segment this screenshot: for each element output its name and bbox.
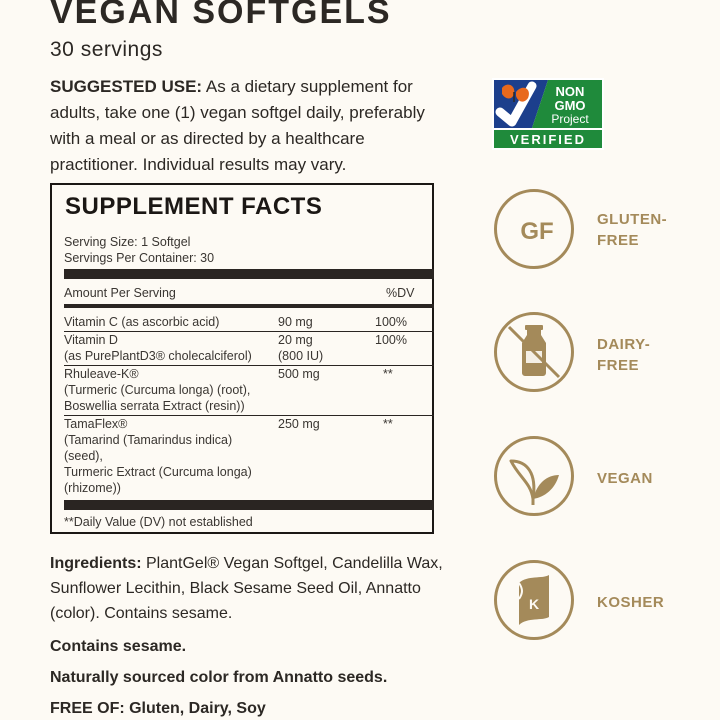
- supplement-facts-panel: [50, 183, 434, 534]
- servings-per-container: Servings Per Container: 30: [64, 251, 215, 265]
- gluten-free-label-line1: GLUTEN-: [597, 211, 668, 228]
- nutrient-name-detail: Turmeric Extract (Curcuma longa): [64, 465, 252, 479]
- annatto-color-note: Naturally sourced color from Annatto seeds.: [50, 669, 388, 686]
- nutrient-amount: 20 mg: [278, 333, 313, 347]
- vegan-badge: [494, 436, 574, 516]
- nutrient-name: Rhuleave-K®: [64, 367, 139, 381]
- facts-footnote: **Daily Value (DV) not established: [64, 515, 253, 529]
- dairy-free-label-line1: DAIRY-: [597, 336, 651, 353]
- kosher-label: KOSHER: [597, 594, 665, 611]
- nutrient-name-detail: (seed),: [64, 449, 103, 463]
- dairy-free-badge: [494, 312, 574, 392]
- nutrient-dv: **: [383, 417, 393, 431]
- nutrient-name: Vitamin C (as ascorbic acid): [64, 315, 220, 329]
- ingredients-label: Ingredients:: [50, 555, 142, 572]
- nutrient-amount: 250 mg: [278, 417, 320, 431]
- supplement-facts-title: SUPPLEMENT FACTS: [65, 193, 323, 220]
- page-title: VEGAN SOFTGELS: [50, 0, 392, 31]
- serving-size: Serving Size: 1 Softgel: [64, 235, 191, 249]
- kosher-k-mark: K: [528, 596, 540, 612]
- nutrient-name-detail: Boswellia serrata Extract (resin)): [64, 399, 245, 413]
- leaf-icon: [497, 439, 571, 513]
- amount-per-serving-header: Amount Per Serving: [64, 286, 176, 300]
- suggested-use-text: As a dietary supplement for adults, take one (1) vegan softgel daily, preferably with a meal or as directed by a healthcare practitioner. Individual results may vary.: [50, 77, 425, 174]
- gluten-free-label-line2: FREE: [597, 232, 640, 249]
- contains-sesame-note: Contains sesame.: [50, 638, 187, 655]
- non-gmo-line3: Project: [551, 112, 589, 126]
- nutrient-name-detail: (as PurePlantD3® cholecalciferol): [64, 349, 252, 363]
- nutrient-name-detail: (rhizome)): [64, 481, 121, 495]
- non-gmo-line1: NON: [555, 84, 585, 99]
- non-gmo-verified-text: VERIFIED: [510, 132, 586, 147]
- kosher-badge: [494, 560, 574, 640]
- gluten-free-badge: [494, 189, 574, 269]
- nutrient-dv: 100%: [375, 315, 407, 329]
- nutrient-name: TamaFlex®: [64, 417, 128, 431]
- nutrient-name-detail: (Tamarind (Tamarindus indica): [64, 433, 233, 447]
- nutrient-amount-detail: (800 IU): [278, 349, 324, 363]
- suggested-use: [50, 74, 450, 178]
- nutrient-amount: 90 mg: [278, 315, 313, 329]
- servings-count: 30 servings: [50, 38, 163, 61]
- kosher-scroll-icon: [497, 563, 571, 637]
- facts-divider-thick-bottom: [64, 500, 434, 510]
- facts-divider-thick-top: [64, 269, 434, 279]
- ingredients: [50, 551, 450, 626]
- nutrient-dv: **: [383, 367, 393, 381]
- vegan-label: VEGAN: [597, 470, 653, 487]
- nutrient-name: Vitamin D: [64, 333, 118, 347]
- facts-divider-medium: [64, 304, 434, 308]
- gf-icon: [507, 192, 567, 266]
- nutrient-dv: 100%: [375, 333, 407, 347]
- ingredients-text: PlantGel® Vegan Softgel, Candelilla Wax, Sunflower Lecithin, Black Sesame Seed Oil, Annatto (color). Contains sesame.: [50, 555, 443, 622]
- nutrient-amount: 500 mg: [278, 367, 320, 381]
- non-gmo-verified-logo: [492, 78, 604, 155]
- nutrient-name-detail: (Turmeric (Curcuma longa) (root),: [64, 383, 251, 397]
- suggested-use-label: SUGGESTED USE:: [50, 77, 203, 96]
- dairy-free-label: [597, 334, 650, 376]
- milk-bottle-crossed-icon: [497, 315, 571, 389]
- non-gmo-line2: GMO: [554, 98, 586, 113]
- free-of-note: FREE OF: Gluten, Dairy, Soy: [50, 700, 266, 717]
- non-gmo-logo-graphic: [492, 78, 604, 150]
- gf-icon-text: GF: [520, 218, 554, 245]
- dairy-free-label-line2: FREE: [597, 357, 640, 374]
- dv-header: %DV: [386, 286, 415, 300]
- gluten-free-label: [597, 209, 667, 251]
